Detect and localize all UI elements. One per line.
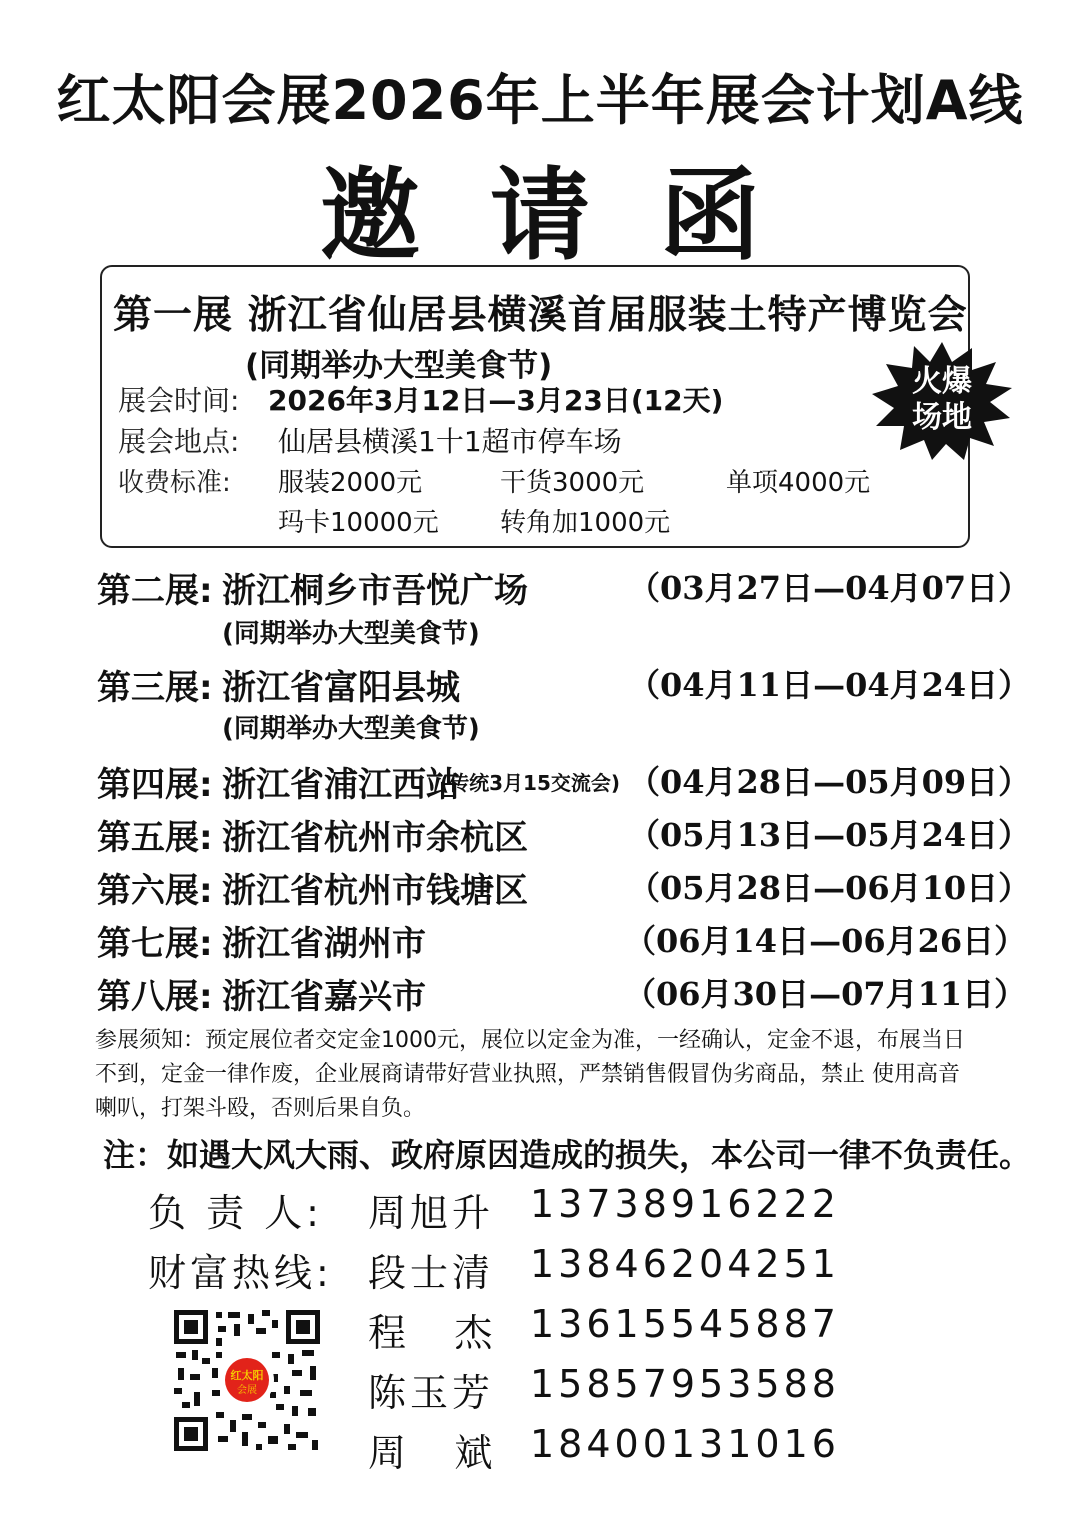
contact-phone: 13615545887	[530, 1302, 840, 1346]
first-exhibition-title: 第一展 浙江省仙居县横溪首届服装土特产博览会	[113, 293, 968, 338]
exhibition-dates: （05月13日—05月24日）	[628, 816, 1031, 854]
exhibition-note: (传统3月15交流会)	[440, 771, 621, 795]
contact-phone: 13846204251	[530, 1242, 840, 1286]
exhibition-location: 浙江省富阳县城	[222, 668, 460, 708]
exhibition-label: 第三展:	[97, 668, 213, 708]
qr-code[interactable]	[172, 1308, 322, 1453]
logo-text: 红太阳	[230, 1369, 264, 1382]
exhibition-label: 第六展:	[97, 871, 213, 911]
exhibition-sub: (同期举办大型美食节)	[222, 714, 480, 744]
place-label: 展会地点:	[118, 425, 240, 458]
exhibition-dates: （03月27日—04月07日）	[628, 569, 1031, 607]
fee-item: 转角加1000元	[500, 508, 671, 538]
contact-label: 负 责 人:	[148, 1191, 323, 1235]
exhibition-location: 浙江省杭州市钱塘区	[222, 871, 528, 911]
contact-phone: 15857953588	[530, 1362, 840, 1406]
exhibition-dates: （04月11日—04月24日）	[628, 666, 1031, 704]
exhibition-label: 第二展:	[97, 571, 213, 611]
disclaimer: 注：如遇大风大雨、政府原因造成的损失，本公司一律不负责任。	[103, 1136, 1032, 1174]
invitation-heading: 邀请函	[320, 156, 830, 274]
fee-item: 干货3000元	[500, 468, 645, 498]
fee-item: 单项4000元	[726, 468, 871, 498]
contact-name: 陈玉芳	[368, 1371, 495, 1415]
contact-phone: 18400131016	[530, 1422, 840, 1466]
exhibition-dates: （05月28日—06月10日）	[628, 869, 1031, 907]
exhibition-dates: （06月30日—07月11日）	[624, 975, 1027, 1013]
contact-phone: 13738916222	[530, 1182, 840, 1226]
contact-label: 财富热线:	[148, 1251, 333, 1295]
hot-venue-badge	[872, 342, 1012, 460]
time-value: 2026年3月12日—3月23日(12天)	[268, 384, 724, 417]
exhibition-location: 浙江省杭州市余杭区	[222, 818, 528, 858]
exhibition-location: 浙江省浦江西站	[222, 765, 460, 805]
contact-name: 程 杰	[368, 1311, 493, 1355]
fee-label: 收费标准:	[118, 468, 231, 498]
exhibition-location: 浙江省湖州市	[222, 924, 426, 964]
exhibition-location: 浙江桐乡市吾悦广场	[222, 571, 528, 611]
participation-notice: 参展须知：预定展位者交定金1000元，展位以定金为准，一经确认，定金不退，布展当日不到，定金一律作废，企业展商请带好营业执照，严禁销售假冒伪劣商品，禁止 使用高音喇叭，打架斗殴，否则后果自负。	[95, 1028, 965, 1121]
time-label: 展会时间:	[118, 384, 240, 417]
badge-line: 场地	[912, 400, 972, 435]
fee-item: 服装2000元	[278, 468, 423, 498]
contact-name: 周 斌	[368, 1431, 493, 1475]
first-exhibition-subtitle: (同期举办大型美食节)	[245, 348, 553, 384]
place-value: 仙居县横溪1十1超市停车场	[278, 425, 622, 458]
exhibition-location: 浙江省嘉兴市	[222, 977, 426, 1017]
fee-item: 玛卡10000元	[278, 508, 439, 538]
exhibition-label: 第七展:	[97, 924, 213, 964]
contact-name: 段士清	[368, 1251, 495, 1295]
exhibition-label: 第五展:	[97, 818, 213, 858]
logo-text: 会展	[237, 1385, 257, 1396]
exhibition-sub: (同期举办大型美食节)	[222, 619, 480, 649]
exhibition-dates: （06月14日—06月26日）	[624, 922, 1027, 960]
badge-line: 火爆	[912, 364, 972, 399]
exhibition-label: 第八展:	[97, 977, 213, 1017]
exhibition-dates: （04月28日—05月09日）	[628, 763, 1031, 801]
qr-code-icon	[172, 1308, 322, 1453]
contact-name: 周旭升	[368, 1191, 495, 1235]
page-title: 红太阳会展2026年上半年展会计划A线	[56, 69, 1024, 132]
exhibition-label: 第四展:	[97, 765, 213, 805]
